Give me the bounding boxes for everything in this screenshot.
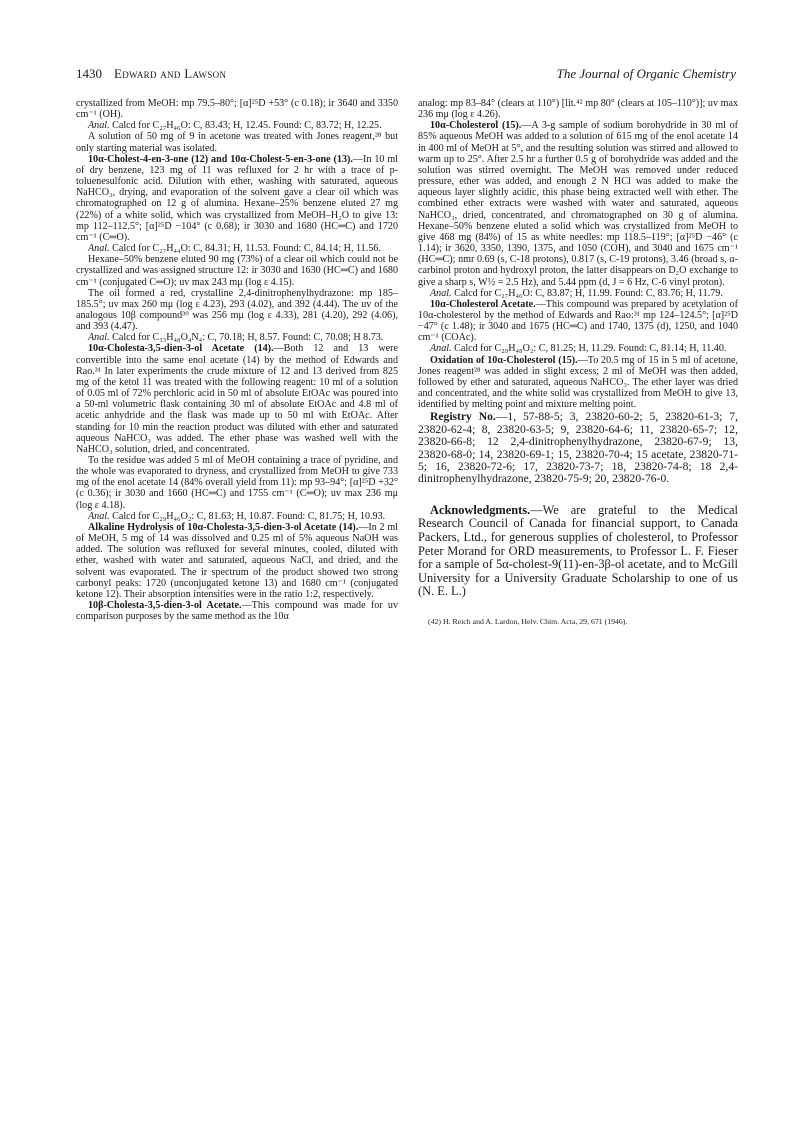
paragraph-heading: 10α-Cholesta-3,5-dien-3-ol Acetate (14). <box>88 343 274 355</box>
paragraph-heading: 10β-Cholesta-3,5-dien-3-ol Acetate. <box>88 600 242 612</box>
paragraph-text: Hexane–50% benzene eluted 90 mg (73%) of a clear oil which could not be crystallized and was assigned structure 12: ir 3030 and 1630 (HC═C) and 1680 cm⁻¹ (conjugated C═O); uv max 243 mμ (log ε 4.15). <box>76 254 398 288</box>
paragraph-text: Calcd for C₂₇H₄₆O: C, 83.43; H, 12.45. Found: C, 83.72; H, 12.25. <box>109 120 382 132</box>
paragraph-text: —In 10 ml of dry benzene, 123 mg of 11 was refluxed for 2 hr with a trace of p-toluenesulfonic acid. Dilution with ether, washing with saturated, aqueous NaHCO₃, drying, and evaporation of the solvent gave a clear oil which was chromatographed on 12 g of alumina. Hexane–25% benzene eluted 27 mg (22%) of a white solid, which was crystallized from MeOH–H₂O to give 13: mp 112–112.5°; [α]²⁵D −104° (c 0.68); ir 3030 and 1680 (HC═C) and 1720 cm⁻¹ (C═O). <box>76 153 398 243</box>
acknowledgments-heading: Acknowledgments. <box>430 502 531 517</box>
paragraph-text: Calcd for C₂₉H₄₈O₂: C, 81.25; H, 11.29. Found: C, 81.14; H, 11.40. <box>451 343 727 355</box>
paragraph <box>418 299 738 344</box>
acknowledgments-text: —We are grateful to the Medical Research Council of Canada for financial support, to Canada Packers, Ltd., for generous supplies of cholesterol, to Professor Peter Morand for ORD measurements, to Professor L. F. Fieser for a sample of 5α-cholest-9(11)-en-3β-ol acetate, and to McGill University for a University Graduate Scholarship to one of us (N. E. L.) <box>418 502 738 599</box>
paragraph <box>418 343 738 354</box>
paragraph <box>76 511 398 522</box>
paragraph <box>76 120 398 131</box>
paragraph <box>76 288 398 333</box>
paragraph-heading: Anal. <box>88 243 110 255</box>
paragraph <box>418 288 738 299</box>
right-column <box>418 98 738 627</box>
paragraph <box>76 522 398 600</box>
paragraph-heading: 10α-Cholesterol Acetate. <box>430 298 536 310</box>
journal-title: The Journal of Organic Chemistry <box>556 66 736 81</box>
registry-numbers <box>418 411 738 485</box>
paragraph <box>76 98 398 120</box>
paragraph-text: Calcd for C₂₉H₄₆O₂: C, 81.63; H, 10.87. Found: C, 81.75; H, 10.93. <box>109 510 386 522</box>
paragraph-text: The oil formed a red, crystalline 2,4-dinitrophenylhydrazone: mp 185–185.5°; uv max 260 mμ (log ε 4.23), 293 (4.02), and 392 (4.44). The uv of the analogous 10β compound³⁹ was 256 mμ (log ε 4.33), 281 (4.20), 292 (4.06), and 393 (4.47). <box>76 287 398 333</box>
paragraph <box>76 332 398 343</box>
paragraph-text: —This compound was made for uv comparison purposes by the same method as the 10α <box>76 600 398 623</box>
paragraph-heading: 10α-Cholest-4-en-3-one (12) and 10α-Cholest-5-en-3-one (13). <box>88 153 353 165</box>
registry-heading: Registry No. <box>430 410 496 424</box>
paragraph-text: Calcd for C₃₃H₄₈O₄N₄: C, 70.18; H, 8.57. Found: C, 70.08; H 8.73. <box>109 332 384 344</box>
paragraph-heading: Anal. <box>430 287 452 299</box>
paragraph-text: Calcd for C₂₇H₄₄O: C, 84.31; H, 11.53. Found: C, 84.14; H, 11.56. <box>109 243 381 255</box>
paragraph-heading: Oxidation of 10α-Cholesterol (15). <box>430 354 578 366</box>
paragraph-text: To the residue was added 5 ml of MeOH containing a trace of pyridine, and the whole was evaporated to dryness, and crystallized from MeOH to give 733 mg of the enol acetate 14 (84% overall yield from 11): mp 93–94°; [α]²⁵D +32° (c 0.36); ir 3030 and 1660 (HC═C) and 1755 cm⁻¹ (C═O); uv max 236 mμ (log ε 4.18). <box>76 455 398 511</box>
paragraph <box>76 131 398 153</box>
paragraph-text: A solution of 50 mg of 9 in acetone was treated with Jones reagent,²⁸ but only starting material was isolated. <box>76 131 398 154</box>
paragraph <box>76 243 398 254</box>
paragraph <box>76 343 398 455</box>
paragraph-heading: Anal. <box>88 510 110 522</box>
paragraph-text: —This compound was prepared by acetylation of 10α-cholesterol by the method of Edwards and Rao:³¹ mp 124–124.5°; [α]²⁵D −47° (c 1.48); ir 3040 and 1675 (HC═C) and 1740, 1375 (d), 1250, and 1040 cm⁻¹ (COAc). <box>418 298 738 344</box>
paragraph <box>76 254 398 287</box>
paragraph-text: crystallized from MeOH: mp 79.5–80°; [α]²⁵D +53° (c 0.18); ir 3640 and 3350 cm⁻¹ (OH). <box>76 98 398 121</box>
paragraph <box>76 154 398 243</box>
paragraph-heading: Anal. <box>430 343 452 355</box>
paragraph-heading: Anal. <box>88 120 110 132</box>
paragraph-text: analog: mp 83–84° (clears at 110°) [lit.⁴² mp 80° (clears at 105–110°)]; uv max 236 mμ (log ε 4.26). <box>418 98 738 121</box>
paragraph-heading: Alkaline Hydrolysis of 10α-Cholesta-3,5-dien-3-ol Acetate (14). <box>88 521 359 533</box>
paragraph-text: Calcd for C₂₇H₄₆O: C, 83.87; H, 11.99. Found: C, 83.76; H, 11.79. <box>451 287 723 299</box>
paragraph-text: —Both 12 and 13 were convertible into the same enol acetate (14) by the method of Edwards and Rao.³¹ In later experiments the crude mixture of 12 and 13 derived from 825 mg of the ketol 11 was treated with the following reagent: 10 ml of a solution of 0.05 ml of 72% perchloric acid in 50 ml of absolute EtOAc was poured into a 50-ml volumetric flask containing 30 ml of absolute EtOAc and 4.8 ml of acetic anhydride and the flask was made up to 50 ml with EtOAc. After standing for 10 min the reaction product was diluted with ether and saturated aqueous NaHCO₃ was added. The ether phase was washed well with the NaHCO₃ solution, dried, and concentrated. <box>76 343 398 455</box>
paragraph-heading: 10α-Cholesterol (15). <box>430 120 522 132</box>
paragraph-text: —To 20.5 mg of 15 in 5 ml of acetone, Jones reagent²⁸ was added in slight excess; 2 ml of MeOH was then added, followed by ether and saturated, aqueous NaHCO₃. The ether layer was dried and concentrated, and the white solid was crystallized from MeOH to give 13, identified by melting point and mixture melting point. <box>418 354 738 411</box>
paragraph-text: —In 2 ml of MeOH, 5 mg of 14 was dissolved and 0.25 ml of 5% aqueous NaOH was added. The solution was refluxed for several minutes, cooled, diluted with ether, washed with water and saturated, aqueous NaCl, and dried, and the solvent was evaporated. The ir spectrum of the product showed two strong carbonyl peaks: 1720 (unconjugated ketone 13) and 1680 cm⁻¹ (conjugated ketone 12). Their absorption intensities were in the ratio 1:2, respectively. <box>76 521 398 600</box>
paragraph <box>76 455 398 511</box>
right-column-paragraphs <box>418 98 738 410</box>
paragraph-heading: Anal. <box>88 332 110 344</box>
registry-text: —1, 57-88-5; 3, 23820-60-2; 5, 23820-61-3; 7, 23820-62-4; 8, 23820-63-5; 9, 23820-64-6; 11, 23820-65-7; 12, 23820-66-8; 12 2,4-dinitrophenylhydrazone, 23820-67-9; 13, 23820-68-0; 14, 23820-69-1; 15, 23820-70-4; 15 acetate, 23820-71-5; 16, 23820-72-6; 17, 23820-73-7; 18, 23820-74-8; 18 2,4-dinitrophenylhydrazone, 23820-75-9; 20, 23820-76-0. <box>418 410 738 486</box>
paragraph <box>418 120 738 287</box>
paragraph <box>418 98 738 120</box>
paragraph <box>418 355 738 411</box>
running-header <box>76 66 736 84</box>
running-authors: Edward and Lawson <box>114 66 227 81</box>
paragraph-text: —A 3-g sample of sodium borohydride in 30 ml of 85% aqueous MeOH was added to a solution of 615 mg of the enol acetate 14 in 400 ml of MeOH at 5°, and the resulting solution was stirred and allowed to warm up to 25°. After 2.5 hr a further 0.5 g of borohydride was added and the solution was stirred overnight. The MeOH was removed under reduced pressure, ether was added, and enough 2 N HCl was added to make the aqueous layer slightly acidic, this phase being extracted well with ether. The combined ether extracts were washed with water and saturated, aqueous NaHCO₃, dried, concentrated, and chromatographed on 30 g of alumina. Hexane–50% benzene eluted a solid which was crystallized from MeOH to give 468 mg (84%) of 15 as white needles: mp 118.5–119°; [α]²⁵D −46° (c 1.14); ir 3620, 3350, 1390, 1375, and 1050 (COH), and 3040 and 1675 cm⁻¹ (HC═C); nmr 0.69 (s, C-18 protons), 0.817 (s, C-19 protons), 3.46 (broad s, α-carbinol proton and hydroxyl proton, the latter disappears on D₂O exchange to give a sharp s, W½ = 2.5 Hz), and 5.44 ppm (d, J = 6 Hz, C-6 vinyl proton). <box>418 120 739 288</box>
paragraph <box>76 600 398 622</box>
footnote-42: (42) H. Reich and A. Lardon, Helv. Chim. Acta, 29, 671 (1946). <box>428 616 628 626</box>
page-number: 1430 <box>76 66 102 81</box>
left-column <box>76 98 398 622</box>
footnote <box>418 617 738 627</box>
acknowledgments-section <box>418 504 738 599</box>
